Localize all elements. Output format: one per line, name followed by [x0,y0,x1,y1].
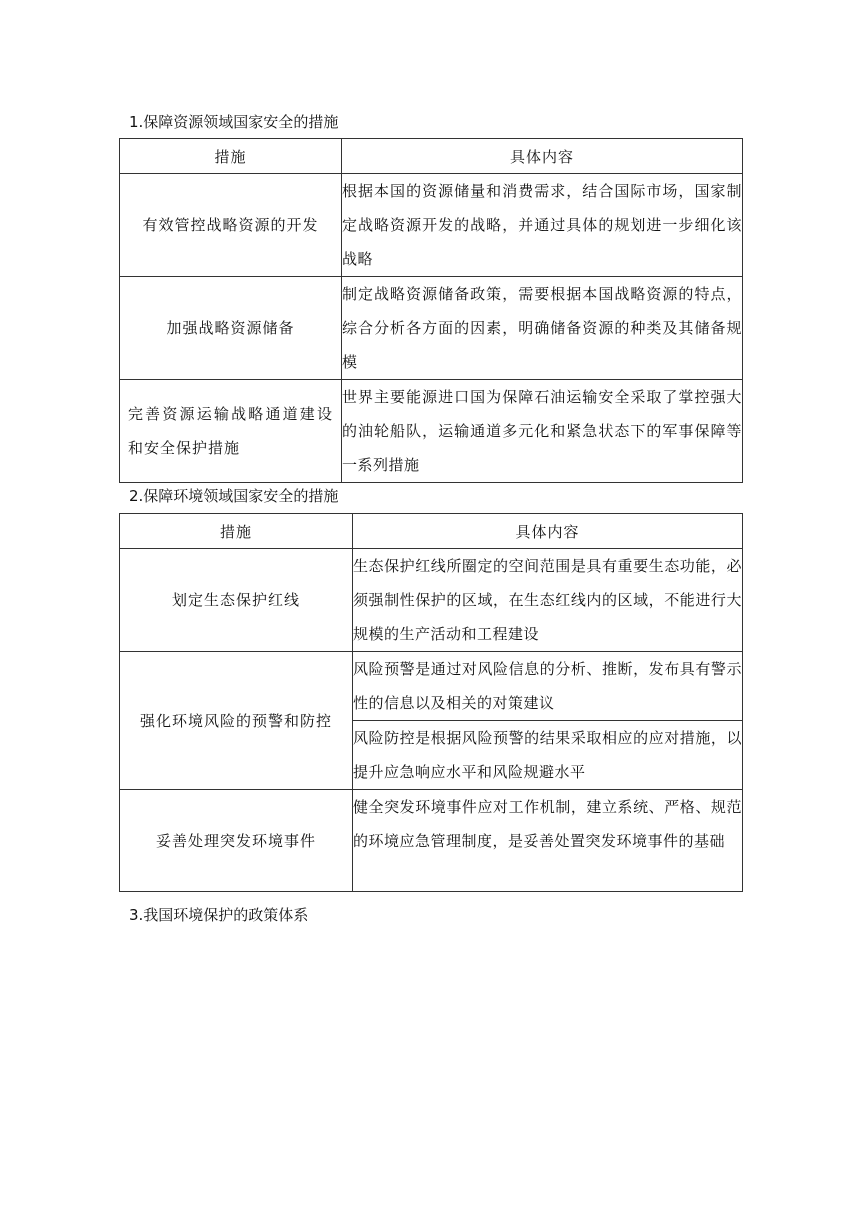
content-cell: 风险防控是根据风险预警的结果采取相应的应对措施，以提升应急响应水平和风险规避水平 [353,721,743,790]
header-content: 具体内容 [353,514,743,549]
environment-security-table [119,513,743,892]
section-heading-3: 3.我国环境保护的政策体系 [129,906,309,924]
table-row [120,174,743,277]
section-heading-1: 1.保障资源领域国家安全的措施 [129,113,339,131]
content-cell: 制定战略资源储备政策，需要根据本国战略资源的特点，综合分析各方面的因素，明确储备资源的种类及其储备规模 [342,277,743,380]
table-row [120,277,743,380]
table-row [120,380,743,483]
table-row [120,652,743,721]
section-heading-2: 2.保障环境领域国家安全的措施 [129,487,339,505]
content-cell: 生态保护红线所圈定的空间范围是具有重要生态功能，必须强制性保护的区域，在生态红线内的区域，不能进行大规模的生产活动和工程建设 [353,549,743,652]
header-measure: 措施 [120,139,342,174]
table-header-row [120,514,743,549]
measure-cell: 加强战略资源储备 [120,277,342,380]
measure-cell: 强化环境风险的预警和防控 [120,652,353,790]
content-cell: 世界主要能源进口国为保障石油运输安全采取了掌控强大的油轮船队，运输通道多元化和紧急状态下的军事保障等一系列措施 [342,380,743,483]
resource-security-table [119,138,743,483]
content-cell: 健全突发环境事件应对工作机制，建立系统、严格、规范的环境应急管理制度，是妥善处置突发环境事件的基础 [353,790,743,892]
header-content: 具体内容 [342,139,743,174]
measure-cell: 妥善处理突发环境事件 [120,790,353,892]
measure-cell: 有效管控战略资源的开发 [120,174,342,277]
table-row [120,549,743,652]
table-header-row [120,139,743,174]
header-measure: 措施 [120,514,353,549]
table-row [120,790,743,892]
measure-cell: 划定生态保护红线 [120,549,353,652]
content-cell: 根据本国的资源储量和消费需求，结合国际市场，国家制定战略资源开发的战略，并通过具体的规划进一步细化该战略 [342,174,743,277]
content-cell: 风险预警是通过对风险信息的分析、推断，发布具有警示性的信息以及相关的对策建议 [353,652,743,721]
measure-cell: 完善资源运输战略通道建设和安全保护措施 [120,380,342,483]
